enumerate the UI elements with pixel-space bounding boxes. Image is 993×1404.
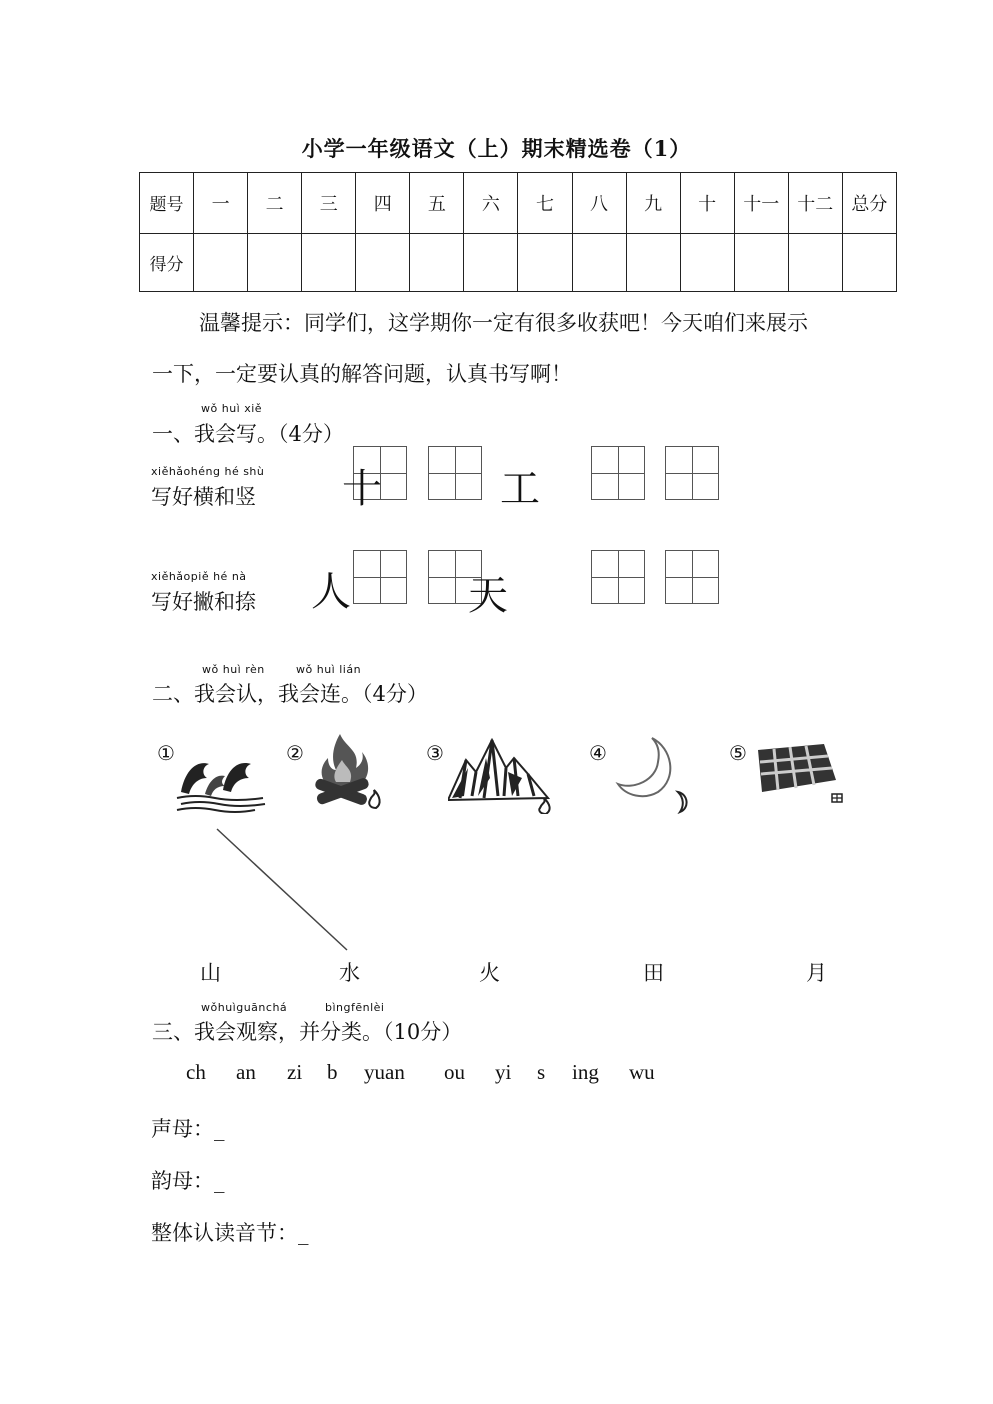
water-waves-icon[interactable] <box>175 752 267 814</box>
answer-whole-syllables <box>151 1217 309 1247</box>
syllable: wu <box>629 1060 655 1084</box>
col-header: 四 <box>356 173 410 234</box>
syllable: yuan <box>364 1060 405 1084</box>
col-header: 二 <box>248 173 302 234</box>
answer-finals <box>151 1165 225 1195</box>
tip-line-2: 一下，一定要认真的解答问题，认真书写啊！ <box>152 362 572 386</box>
section3-heading: 三、我会观察，并分类。（10分） <box>152 1020 463 1044</box>
picture-number: ⑤ <box>729 741 747 765</box>
col-header: 十一 <box>734 173 788 234</box>
mountain-icon[interactable] <box>448 738 556 814</box>
col-header: 八 <box>572 173 626 234</box>
score-cell[interactable] <box>302 233 356 291</box>
score-cell[interactable] <box>356 233 410 291</box>
row1-label: 写好横和竖 <box>151 485 256 509</box>
row-label-number: 题号 <box>140 173 194 234</box>
writing-grid[interactable] <box>428 446 482 500</box>
score-cell[interactable] <box>680 233 734 291</box>
col-header: 五 <box>410 173 464 234</box>
syllable: zi <box>287 1060 303 1084</box>
section3-pinyin-1: wǒhuìguānchá <box>201 1001 288 1014</box>
picture-number: ③ <box>426 741 444 765</box>
section3-pinyin-2: bìngfēnlèi <box>325 1001 385 1014</box>
writing-grid[interactable] <box>665 446 719 500</box>
answer-blank[interactable]: _ <box>214 1117 225 1141</box>
section2-pinyin-2: wǒ huì lián <box>296 663 362 676</box>
row2-pinyin: xiěhǎopiě hé nà <box>151 570 247 583</box>
model-char: 人 <box>311 569 351 615</box>
row-label-score: 得分 <box>140 233 194 291</box>
score-cell[interactable] <box>734 233 788 291</box>
syllable: ch <box>186 1060 206 1084</box>
tip-line-1: 温馨提示：同学们，这学期你一定有很多收获吧！今天咱们来展示 <box>199 311 808 335</box>
match-char-moon[interactable]: 月 <box>806 961 827 985</box>
writing-grid[interactable] <box>591 550 645 604</box>
answer-blank[interactable]: _ <box>298 1221 309 1245</box>
section2-pinyin-1: wǒ huì rèn <box>202 663 265 676</box>
syllable: an <box>236 1060 256 1084</box>
col-header: 十 <box>680 173 734 234</box>
score-cell[interactable] <box>788 233 842 291</box>
score-cell[interactable] <box>410 233 464 291</box>
answer-initials <box>151 1113 225 1143</box>
syllable: ing <box>572 1060 599 1084</box>
score-cell[interactable] <box>194 233 248 291</box>
match-char-mountain[interactable]: 山 <box>200 961 221 985</box>
syllable: s <box>537 1060 546 1084</box>
syllable: ou <box>444 1060 465 1084</box>
answer-label: 声母： <box>151 1117 214 1141</box>
score-value-row <box>140 233 897 291</box>
section1-pinyin: wǒ huì xiě <box>201 402 263 415</box>
writing-grid[interactable] <box>353 550 407 604</box>
field-icon[interactable] <box>752 740 848 806</box>
score-cell[interactable] <box>518 233 572 291</box>
answer-label: 整体认读音节： <box>151 1221 298 1245</box>
score-cell[interactable] <box>248 233 302 291</box>
picture-number: ② <box>286 741 304 765</box>
col-header: 六 <box>464 173 518 234</box>
writing-grid[interactable] <box>591 446 645 500</box>
col-header-total: 总分 <box>842 173 896 234</box>
col-header: 十二 <box>788 173 842 234</box>
answer-blank[interactable]: _ <box>214 1169 225 1193</box>
score-cell[interactable] <box>464 233 518 291</box>
score-cell[interactable] <box>626 233 680 291</box>
score-table <box>139 172 897 292</box>
syllable: b <box>327 1060 338 1084</box>
writing-grid[interactable] <box>665 550 719 604</box>
match-char-water[interactable]: 水 <box>339 961 360 985</box>
col-header: 七 <box>518 173 572 234</box>
score-cell[interactable] <box>572 233 626 291</box>
col-header: 一 <box>194 173 248 234</box>
row2-label: 写好撇和捺 <box>151 590 256 614</box>
moon-icon[interactable] <box>614 734 694 814</box>
answer-label: 韵母： <box>151 1169 214 1193</box>
score-header-row <box>140 173 897 234</box>
score-cell-total[interactable] <box>842 233 896 291</box>
row1-pinyin: xiěhǎohéng hé shù <box>151 465 265 478</box>
picture-number: ④ <box>589 741 607 765</box>
match-char-fire[interactable]: 火 <box>479 961 500 985</box>
section2-heading: 二、我会认，我会连。（4分） <box>152 682 428 706</box>
col-header: 九 <box>626 173 680 234</box>
syllable: yi <box>495 1060 512 1084</box>
page-title: 小学一年级语文（上）期末精选卷（1） <box>301 136 692 161</box>
model-char: 工 <box>500 466 540 512</box>
model-char: 十 <box>342 466 382 512</box>
model-char: 天 <box>468 573 508 619</box>
section1-heading: 一、我会写。（4分） <box>152 422 344 446</box>
fire-icon[interactable] <box>310 730 386 814</box>
picture-number: ① <box>157 741 175 765</box>
match-char-field[interactable]: 田 <box>643 961 664 985</box>
col-header: 三 <box>302 173 356 234</box>
